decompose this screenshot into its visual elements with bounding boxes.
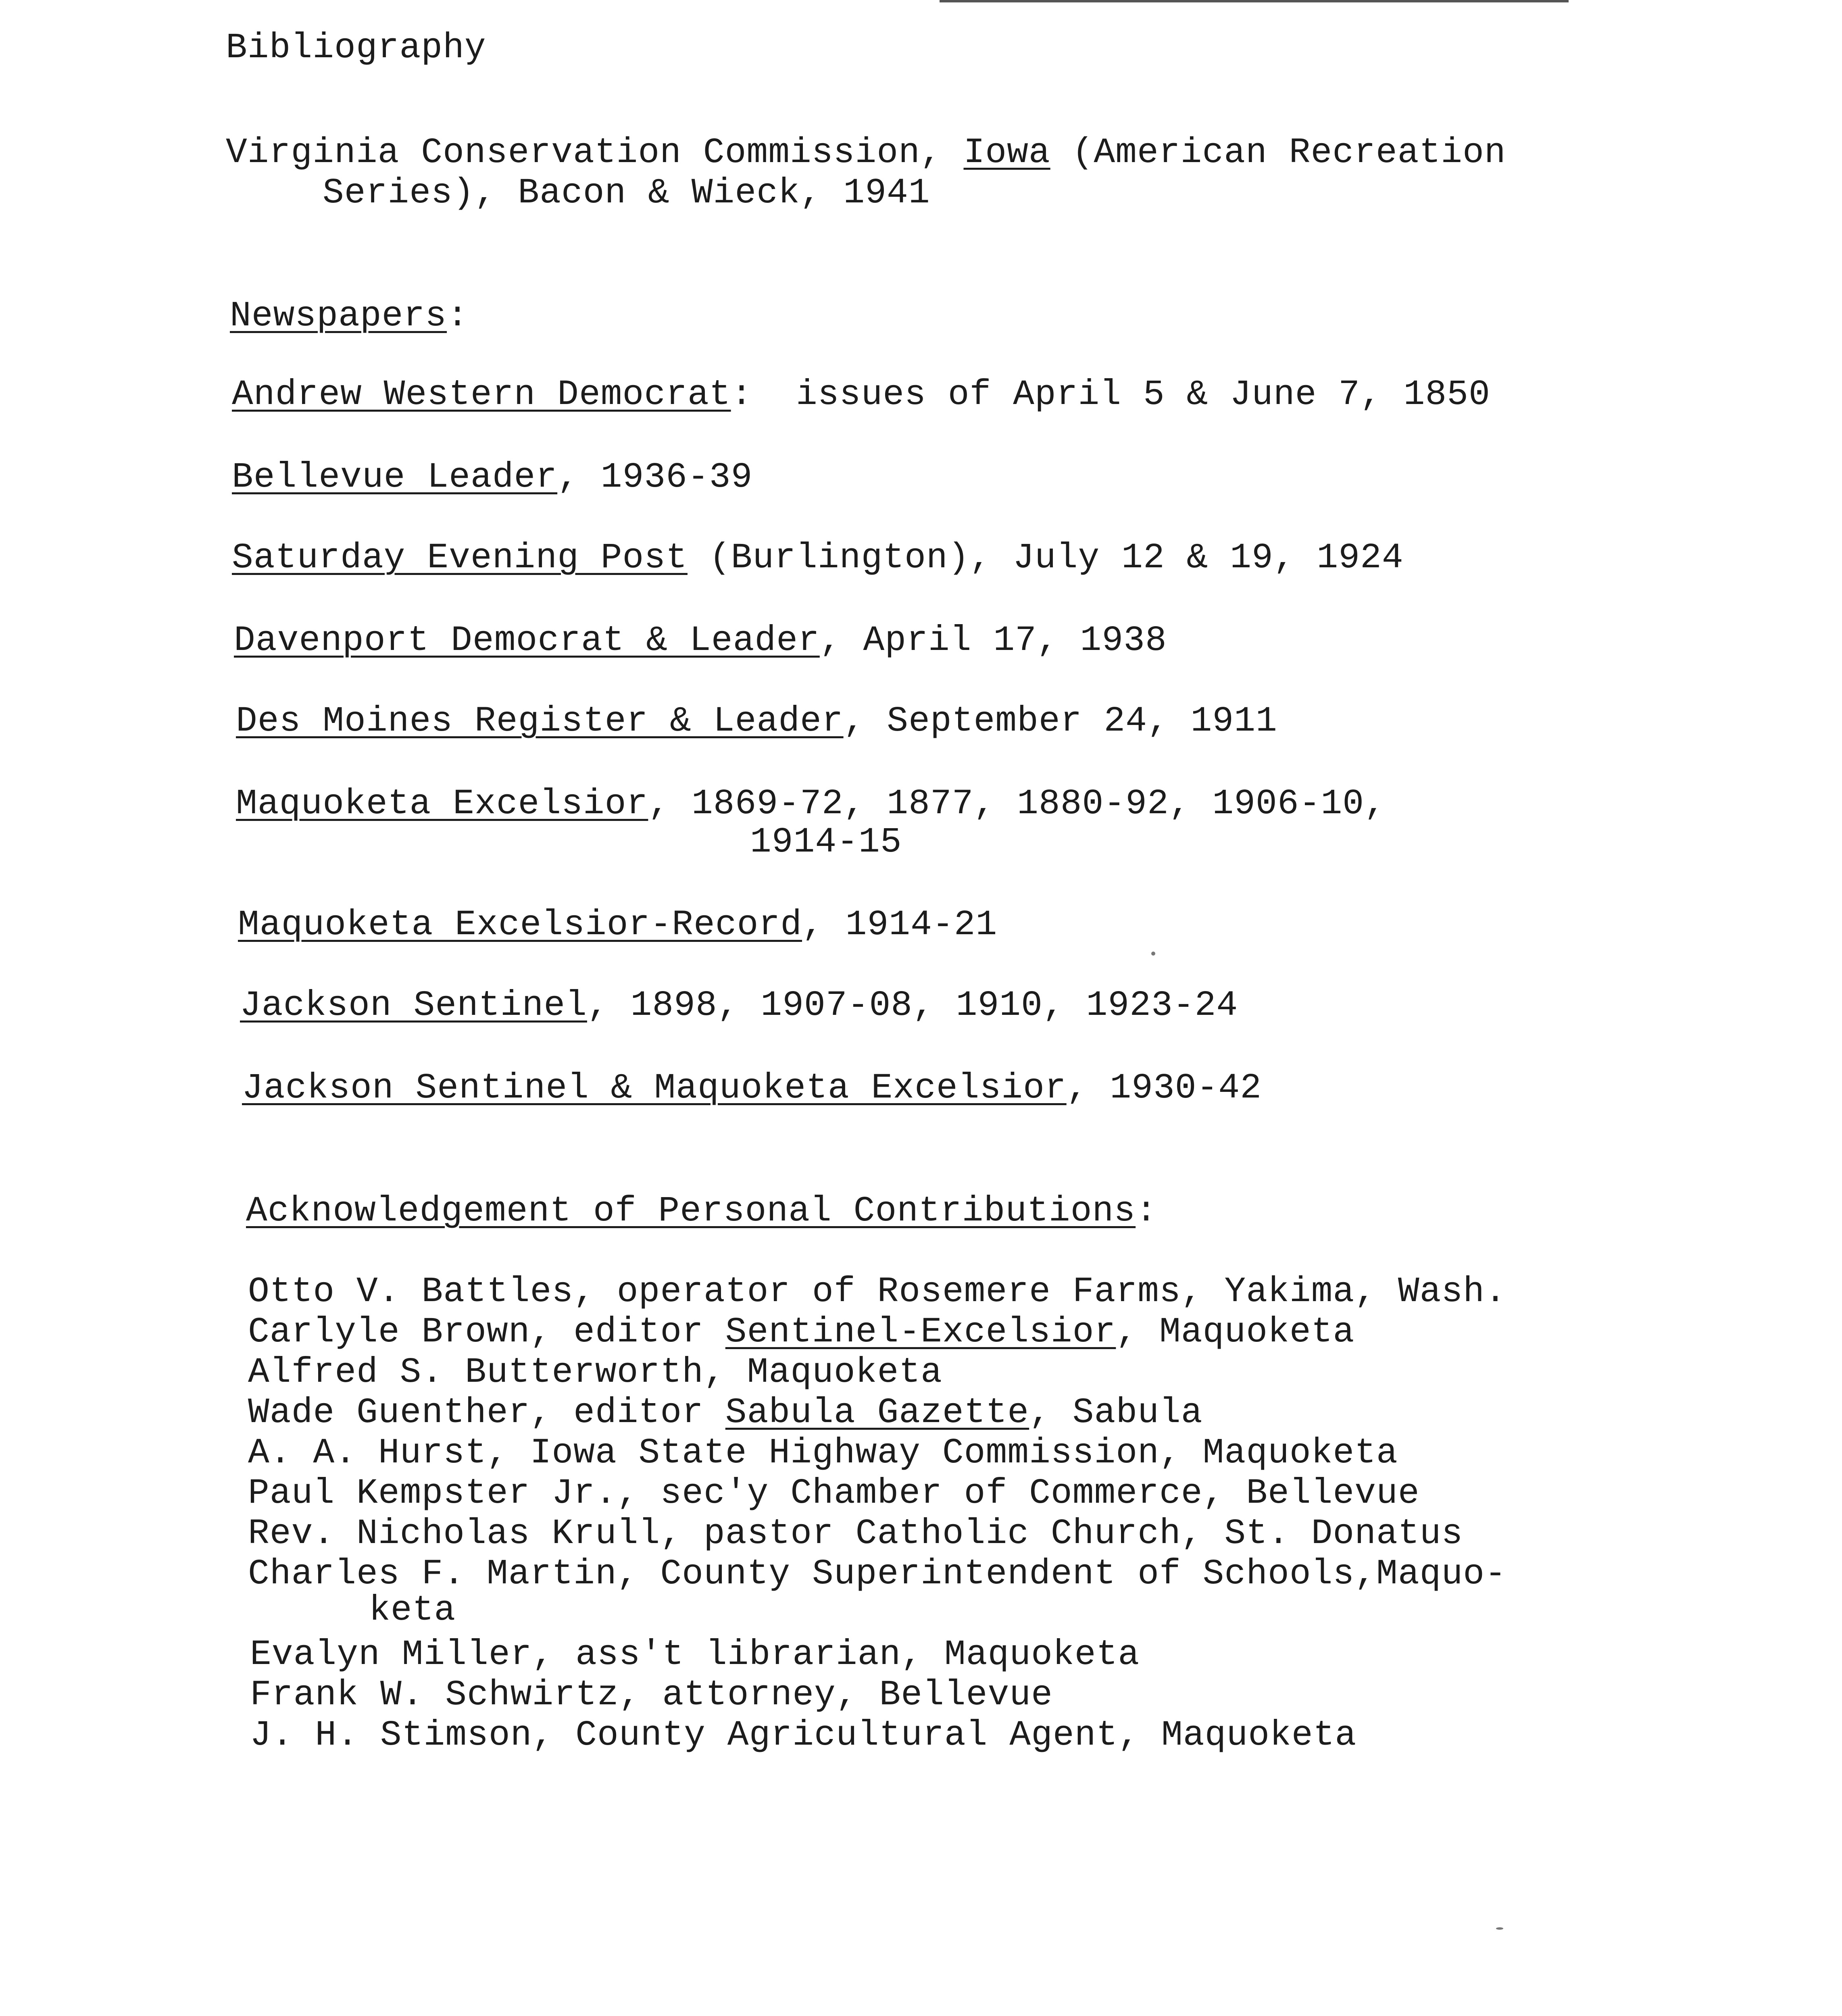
newspaper-detail: , April 17, 1938 xyxy=(819,621,1167,661)
newspaper-detail: , September 24, 1911 xyxy=(843,702,1277,741)
newspaper-title: Des Moines Register & Leader xyxy=(236,702,844,741)
scan-speck xyxy=(1496,1927,1503,1930)
newspaper-entry xyxy=(234,621,1167,661)
newspaper-entry xyxy=(232,538,1404,579)
newspaper-title: Jackson Sentinel & Maquoketa Excelsior xyxy=(242,1068,1067,1108)
newspaper-entry xyxy=(232,458,752,498)
newspaper-title: Jackson Sentinel xyxy=(240,986,587,1026)
acknowledgement-line: Rev. Nicholas Krull, pastor Catholic Church, St. Donatus xyxy=(248,1514,1463,1554)
scan-speck xyxy=(1151,952,1155,956)
newspaper-detail: , 1936-39 xyxy=(557,458,753,498)
book-details: (American Recreation xyxy=(1050,133,1506,173)
bibliography-heading: Bibliography xyxy=(226,28,486,68)
acknowledgement-line: Carlyle Brown, editor Sentinel-Excelsior, Maquoketa xyxy=(248,1312,1355,1352)
newspaper-title: Andrew Western Democrat xyxy=(232,375,731,415)
book-author: Virginia Conservation Commission, xyxy=(226,133,964,173)
acknowledgements-heading: Acknowledgement of Personal Contributions: xyxy=(246,1191,1157,1231)
newspaper-title: Davenport Democrat & Leader xyxy=(234,621,820,661)
newspaper-entry xyxy=(236,784,1386,825)
acknowledgement-line: Charles F. Martin, County Superintendent of Schools,Maquo- xyxy=(248,1554,1507,1594)
newspaper-detail: , 1898, 1907-08, 1910, 1923-24 xyxy=(587,986,1238,1026)
scan-edge-line xyxy=(940,0,1569,2)
newspaper-entry xyxy=(238,905,997,946)
newspaper-detail: , 1914-21 xyxy=(802,905,998,945)
newspaper-entry xyxy=(232,375,1490,415)
publication-title: Sabula Gazette xyxy=(725,1393,1029,1433)
acknowledgement-line: Paul Kempster Jr., sec'y Chamber of Commerce, Bellevue xyxy=(248,1474,1420,1514)
book-title: Iowa xyxy=(963,133,1050,173)
newspaper-detail: , 1930-42 xyxy=(1066,1068,1262,1108)
publication-title: Sentinel-Excelsior xyxy=(725,1312,1116,1352)
newspaper-entry xyxy=(236,702,1277,742)
acknowledgement-line: J. H. Stimson, County Agricultural Agent, Maquoketa xyxy=(250,1716,1357,1756)
book-citation-line-1 xyxy=(226,133,1506,173)
acknowledgement-line-continuation: keta xyxy=(369,1591,456,1631)
newspaper-entry-continuation: 1914-15 xyxy=(750,823,902,862)
newspaper-entry xyxy=(240,986,1238,1026)
newspaper-title: Saturday Evening Post xyxy=(232,538,688,578)
acknowledgement-line: Evalyn Miller, ass't librarian, Maquoketa xyxy=(250,1635,1140,1675)
newspaper-detail: , 1869-72, 1877, 1880-92, 1906-10, xyxy=(648,784,1386,824)
newspaper-detail: (Burlington), July 12 & 19, 1924 xyxy=(687,538,1404,578)
newspaper-title: Maquoketa Excelsior-Record xyxy=(238,905,802,945)
newspaper-entry xyxy=(242,1068,1262,1109)
acknowledgement-line: A. A. Hurst, Iowa State Highway Commission, Maquoketa xyxy=(248,1433,1398,1473)
newspapers-heading: Newspapers: xyxy=(230,296,469,336)
acknowledgement-line: Wade Guenther, editor Sabula Gazette, Sabula xyxy=(248,1393,1203,1433)
acknowledgement-line: Otto V. Battles, operator of Rosemere Farms, Yakima, Wash. xyxy=(248,1272,1507,1312)
newspaper-title: Maquoketa Excelsior xyxy=(236,784,648,824)
newspaper-title: Bellevue Leader xyxy=(232,458,558,498)
book-citation-line-2: Series), Bacon & Wieck, 1941 xyxy=(323,173,930,213)
acknowledgement-line: Alfred S. Butterworth, Maquoketa xyxy=(248,1353,942,1393)
acknowledgement-line: Frank W. Schwirtz, attorney, Bellevue xyxy=(250,1675,1053,1715)
newspaper-detail: : issues of April 5 & June 7, 1850 xyxy=(731,375,1490,415)
